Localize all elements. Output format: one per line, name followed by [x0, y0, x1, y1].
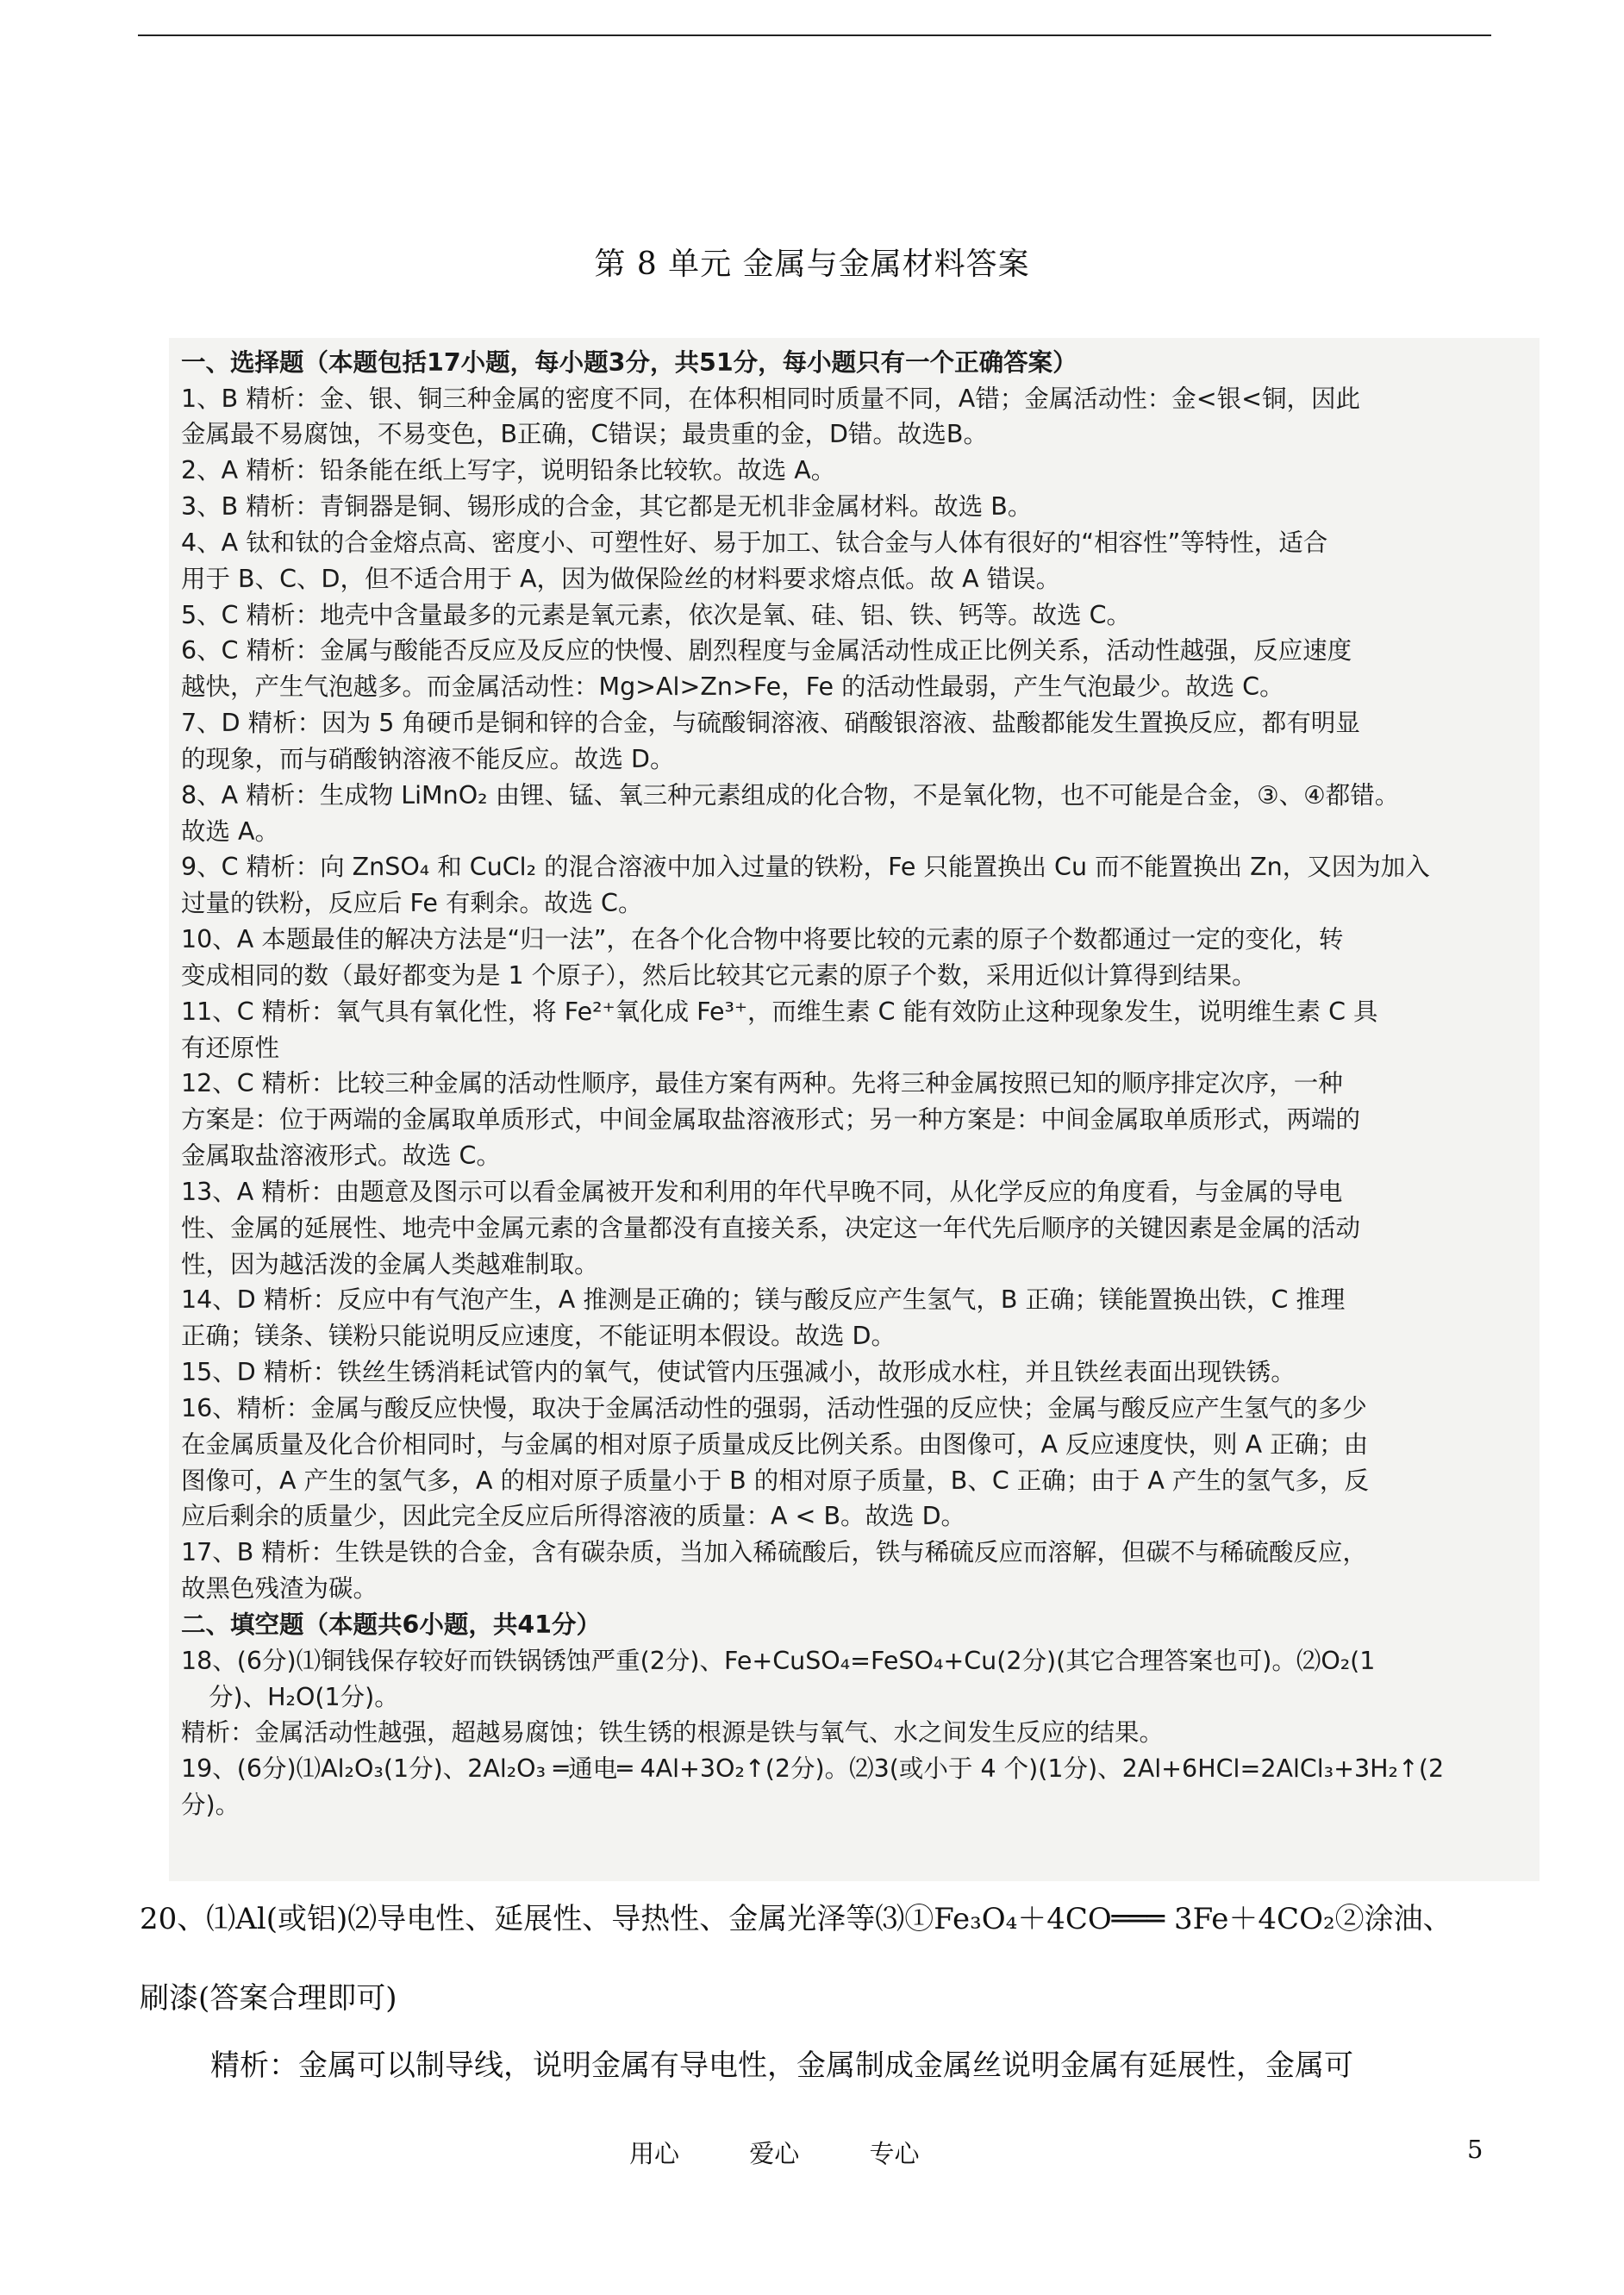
answer-line: 15、D 精析：铁丝生锈消耗试管内的氧气，使试管内压强减小，故形成水柱，并且铁丝表面出现铁锈。 — [181, 1358, 1296, 1386]
answer-line: 18、(6分)⑴铜钱保存较好而铁锅锈蚀严重(2分)、Fe+CuSO₄=FeSO₄+Cu(2分)(其它合理答案也可)。⑵O₂(1 — [181, 1647, 1376, 1675]
footer-motto: 用心 — [629, 2139, 680, 2168]
answer-line: 13、A 精析：由题意及图示可以看金属被开发和利用的年代早晚不同，从化学反应的角度看，与金属的导电 — [181, 1178, 1343, 1206]
section-heading-choice: 一、选择题（本题包括17小题，每小题3分，共51分，每小题只有一个正确答案） — [181, 348, 1077, 377]
answer-line: 故选 A。 — [181, 817, 280, 846]
section-heading-fill: 二、填空题（本题共6小题，共41分） — [181, 1610, 601, 1639]
answer-line: 性，因为越活泼的金属人类越难制取。 — [181, 1250, 599, 1279]
answer-20-analysis: 精析：金属可以制导线，说明金属有导电性，金属制成金属丝说明金属有延展性，金属可 — [210, 2048, 1353, 2083]
answer-line: 越快，产生气泡越多。而金属活动性：Mg>Al>Zn>Fe，Fe 的活动性最弱，产生气泡最少。故选 C。 — [181, 672, 1284, 701]
answer-line: 1、B 精析：金、银、铜三种金属的密度不同，在体积相同时质量不同，A错；金属活动性：金<银<铜，因此 — [181, 385, 1361, 413]
answer-line: 过量的铁粉，反应后 Fe 有剩余。故选 C。 — [181, 889, 643, 917]
page-number: 5 — [1467, 2135, 1483, 2164]
answer-line: 故黑色残渣为碳。 — [181, 1574, 378, 1603]
answer-20-line: 20、⑴Al(或铝)⑵导电性、延展性、导热性、金属光泽等⑶①Fe₃O₄＋4CO═══ 3Fe＋4CO₂②涂油、 — [140, 1902, 1452, 1936]
answer-line: 3、B 精析：青铜器是铜、锡形成的合金，其它都是无机非金属材料。故选 B。 — [181, 492, 1033, 521]
answer-line: 19、(6分)⑴Al₂O₃(1分)、2Al₂O₃ ═通电═ 4Al+3O₂↑(2分)。⑵3(或小于 4 个)(1分)、2Al+6HCl=2AlCl₃+3H₂↑(2 — [181, 1754, 1445, 1783]
answer-line: 2、A 精析：铅条能在纸上写字，说明铅条比较软。故选 A。 — [181, 456, 836, 485]
answer-line: 8、A 精析：生成物 LiMnO₂ 由锂、锰、氧三种元素组成的化合物，不是氧化物，也不可能是合金，③、④都错。 — [181, 781, 1400, 810]
answer-line: 4、A 钛和钛的合金熔点高、密度小、可塑性好、易于加工、钛合金与人体有很好的“相容性”等特性，适合 — [181, 528, 1328, 557]
answer-line: 图像可，A 产生的氢气多，A 的相对原子质量小于 B 的相对原子质量，B、C 正确；由于 A 产生的氢气多，反 — [181, 1466, 1369, 1495]
answer-line: 有还原性 — [181, 1034, 280, 1062]
answer-line: 的现象，而与硝酸钠溶液不能反应。故选 D。 — [181, 745, 675, 773]
answer-line: 14、D 精析：反应中有气泡产生，A 推测是正确的；镁与酸反应产生氢气，B 正确；镁能置换出铁，C 推理 — [181, 1285, 1346, 1314]
answer-line: 金属最不易腐蚀，不易变色，B正确，C错误；最贵重的金，D错。故选B。 — [181, 420, 988, 448]
answer-line: 用于 B、C、D，但不适合用于 A，因为做保险丝的材料要求熔点低。故 A 错误。 — [181, 565, 1061, 593]
answer-line: 6、C 精析：金属与酸能否反应及反应的快慢、剧烈程度与金属活动性成正比例关系，活动性越强，反应速度 — [181, 636, 1352, 665]
answer-line: 分)、H₂O(1分)。 — [209, 1683, 399, 1711]
answer-line: 在金属质量及化合价相同时，与金属的相对原子质量成反比例关系。由图像可，A 反应速度快，则 A 正确；由 — [181, 1430, 1369, 1459]
answer-line: 16、精析：金属与酸反应快慢，取决于金属活动性的强弱，活动性强的反应快；金属与酸反应产生氢气的多少 — [181, 1394, 1367, 1423]
answer-line: 12、C 精析：比较三种金属的活动性顺序，最佳方案有两种。先将三种金属按照已知的顺序排定次序，一种 — [181, 1069, 1343, 1097]
answer-line: 17、B 精析：生铁是铁的合金，含有碳杂质，当加入稀硫酸后，铁与稀硫反应而溶解，但碳不与稀硫酸反应， — [181, 1538, 1367, 1566]
answer-line: 变成相同的数（最好都变为是 1 个原子），然后比较其它元素的原子个数，采用近似计算得到结果。 — [181, 961, 1257, 990]
answer-line: 精析：金属活动性越强，超越易腐蚀；铁生锈的根源是铁与氧气、水之间发生反应的结果。 — [181, 1718, 1165, 1747]
answer-line: 分)。 — [181, 1791, 240, 1819]
answer-line: 性、金属的延展性、地壳中金属元素的含量都没有直接关系，决定这一年代先后顺序的关键因素是金属的活动 — [181, 1214, 1361, 1242]
footer-motto: 专心 — [869, 2139, 920, 2168]
footer-mottos — [629, 2135, 981, 2170]
header-rule — [138, 34, 1491, 36]
answer-line: 5、C 精析：地壳中含量最多的元素是氧元素，依次是氧、硅、铝、铁、钙等。故选 C。 — [181, 601, 1132, 629]
footer-motto: 爱心 — [749, 2139, 800, 2168]
scanned-answer-block — [169, 338, 1540, 1881]
answer-line: 金属取盐溶液形式。故选 C。 — [181, 1141, 501, 1170]
answer-line: 应后剩余的质量少，因此完全反应后所得溶液的质量：A < B。故选 D。 — [181, 1502, 966, 1530]
answer-line: 10、A 本题最佳的解决方法是“归一法”，在各个化合物中将要比较的元素的原子个数都通过一定的变化，转 — [181, 925, 1344, 954]
answer-line: 7、D 精析：因为 5 角硬币是铜和锌的合金，与硫酸铜溶液、硝酸银溶液、盐酸都能发生置换反应，都有明显 — [181, 709, 1360, 737]
answer-line: 方案是：位于两端的金属取单质形式，中间金属取盐溶液形式；另一种方案是：中间金属取单质形式，两端的 — [181, 1105, 1361, 1134]
answer-20-line: 刷漆(答案合理即可) — [140, 1981, 397, 2016]
answer-line: 9、C 精析：向 ZnSO₄ 和 CuCl₂ 的混合溶液中加入过量的铁粉，Fe 只能置换出 Cu 而不能置换出 Zn，又因为加入 — [181, 853, 1430, 881]
answer-line: 正确；镁条、镁粉只能说明反应速度，不能证明本假设。故选 D。 — [181, 1322, 896, 1350]
page-title: 第 8 单元 金属与金属材料答案 — [594, 247, 1030, 282]
answer-line: 11、C 精析：氧气具有氧化性，将 Fe²⁺氧化成 Fe³⁺，而维生素 C 能有效防止这种现象发生，说明维生素 C 具 — [181, 997, 1378, 1026]
